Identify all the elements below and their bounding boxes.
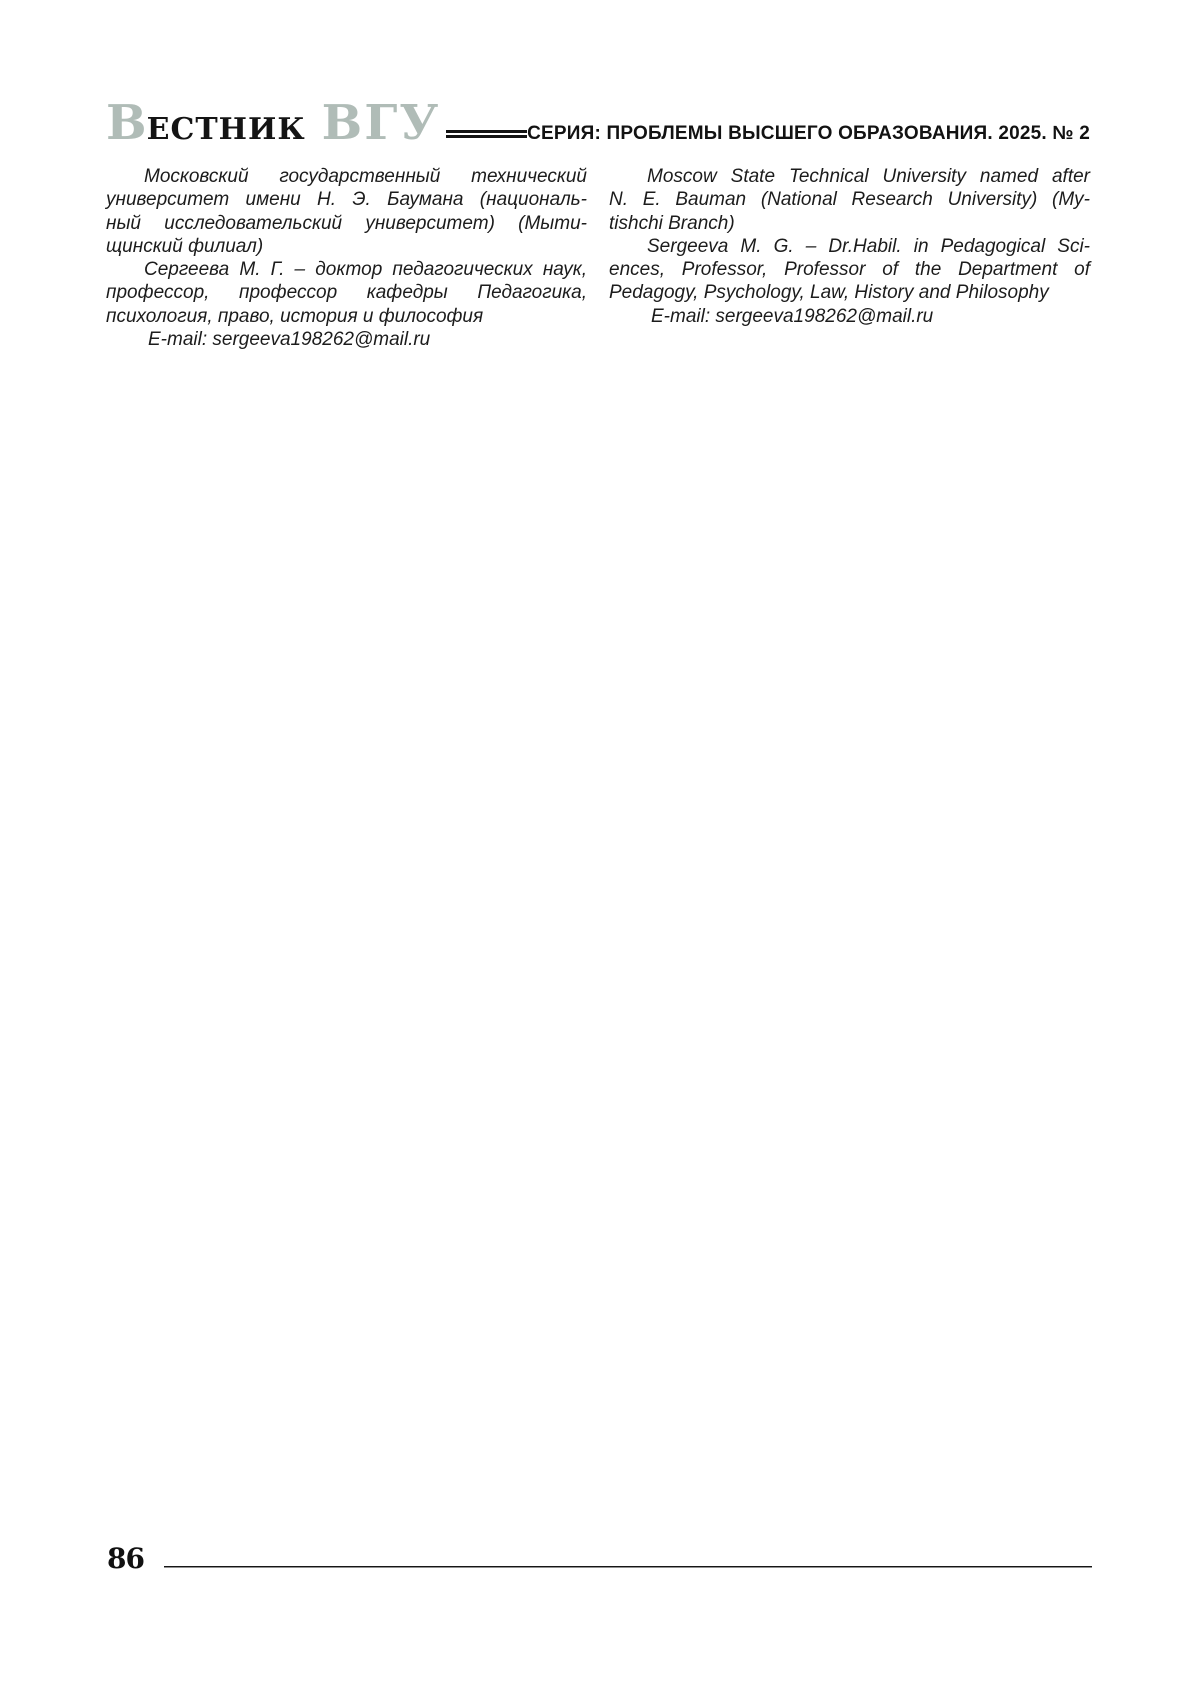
text-line: профессор, профессор кафедры Педагогика, xyxy=(106,282,587,304)
left-column-russian xyxy=(106,165,587,351)
text-line: психология, право, история и философия xyxy=(106,305,484,327)
right-column-english xyxy=(609,165,1090,351)
footer-rule xyxy=(164,1566,1092,1568)
text-line: Moscow State Technical University named after xyxy=(647,166,1090,187)
text-line: Сергеева М. Г. – доктор педагогических наук, xyxy=(144,259,587,281)
page-number: 86 xyxy=(107,1542,144,1575)
journal-logo-word: ЕСТНИК xyxy=(146,112,306,147)
journal-logo-initial: В xyxy=(106,95,147,151)
text-line: ный исследовательский университет) (Мыти- xyxy=(106,212,587,234)
text-line: Sergeeva M. G. – Dr.Habil. in Pedagogical Sci- xyxy=(647,235,1090,257)
journal-logo-acronym: ВГУ xyxy=(321,95,441,151)
page-header xyxy=(106,95,1090,151)
author-email-en: E-mail: sergeeva198262@mail.ru xyxy=(651,305,934,327)
text-line: щинский филиал) xyxy=(106,235,264,257)
text-line: Московский государственный технический xyxy=(144,166,587,187)
text-line: ences, Professor, Professor of the Department of xyxy=(609,259,1090,281)
series-title: СЕРИЯ: ПРОБЛЕМЫ ВЫСШЕГО ОБРАЗОВАНИЯ. 2025. № 2 xyxy=(527,123,1090,144)
author-email-ru: E-mail: sergeeva198262@mail.ru xyxy=(148,329,431,351)
affiliation-paragraph-en xyxy=(609,165,1090,235)
front-matter-columns xyxy=(106,165,1090,351)
header-divider-rule xyxy=(446,130,527,138)
text-line: tishchi Branch) xyxy=(609,212,735,234)
journal-logo xyxy=(106,95,441,151)
author-paragraph-ru xyxy=(106,258,587,328)
text-line: N. E. Bauman (National Research University) (My- xyxy=(609,189,1090,211)
author-paragraph-en xyxy=(609,235,1090,305)
text-line: Pedagogy, Psychology, Law, History and Philosophy xyxy=(609,282,1049,304)
affiliation-paragraph-ru xyxy=(106,165,587,258)
text-line: университет имени Н. Э. Баумана (националь- xyxy=(106,189,587,211)
